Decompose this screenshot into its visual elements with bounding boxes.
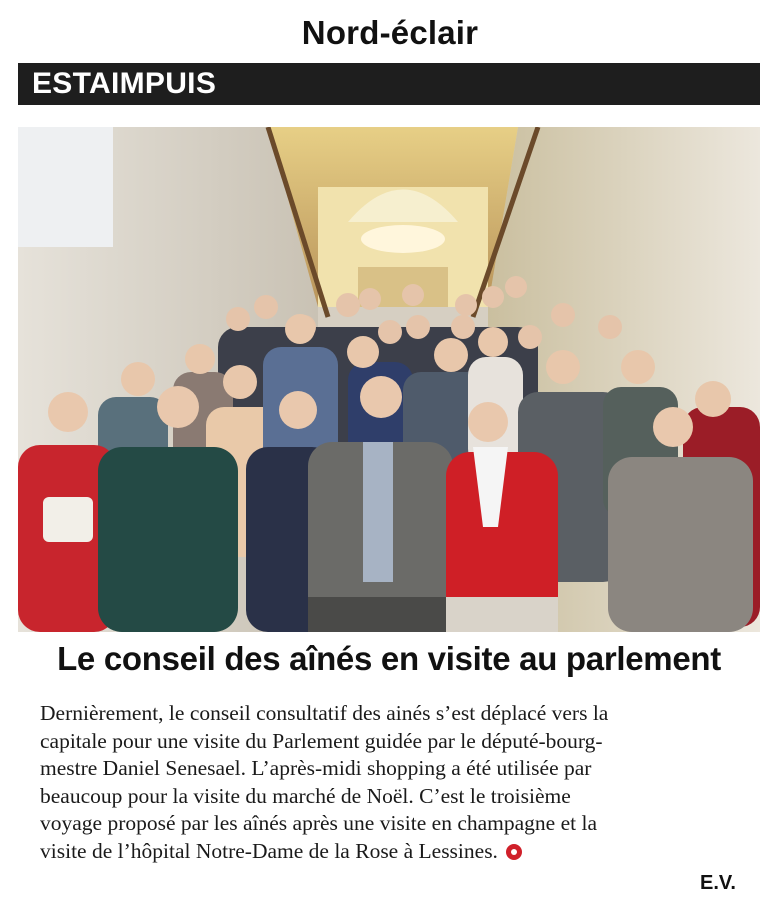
body-line: capitale pour une visite du Parlement guidée par le député-bourg- — [40, 728, 603, 753]
body-line: voyage proposé par les aînés après une visite en champagne et la — [40, 811, 597, 835]
article-headline: Le conseil des aînés en visite au parlement — [57, 640, 721, 677]
body-line-last — [40, 838, 730, 866]
body-line: visite de l’hôpital Notre-Dame de la Rose à Lessines. — [40, 838, 498, 863]
article-end-icon — [506, 844, 522, 860]
section-title: ESTAIMPUIS — [32, 67, 217, 100]
article-body — [40, 700, 730, 865]
body-line: beaucoup pour la visite du marché de Noël. C’est le troisième — [40, 783, 571, 808]
author-initials: E.V. — [700, 872, 736, 894]
body-line: Dernièrement, le conseil consultatif des ainés s’est déplacé vers la — [40, 701, 609, 725]
article-photo — [18, 127, 760, 632]
group-photo-illustration — [18, 127, 760, 632]
body-line: mestre Daniel Senesael. L’après-midi shopping a été utilisée par — [40, 756, 592, 780]
newspaper-masthead: Nord-éclair — [301, 14, 479, 51]
section-banner — [18, 63, 760, 105]
